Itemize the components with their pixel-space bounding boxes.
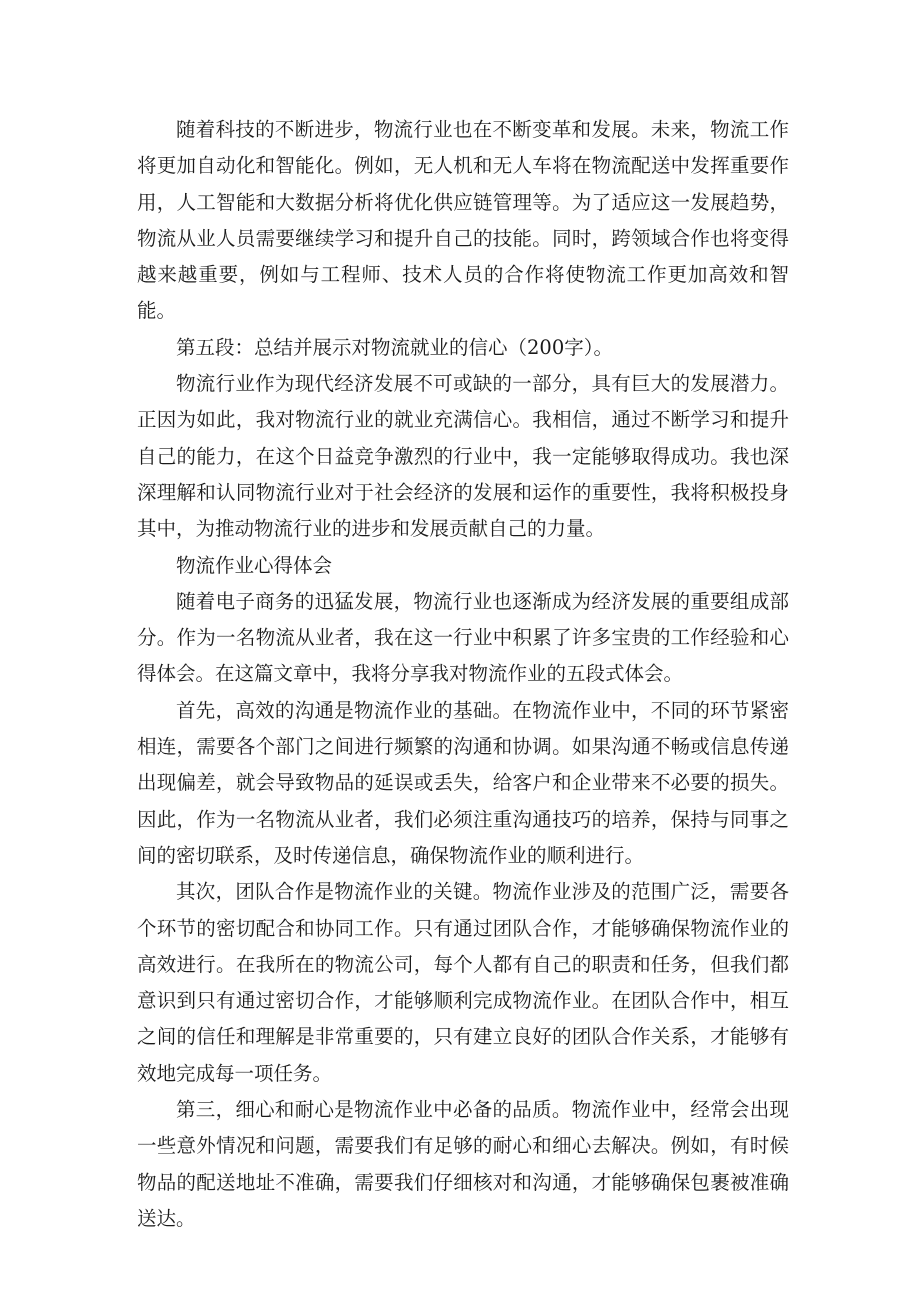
- article-title: 物流作业心得体会: [176, 553, 333, 577]
- document-body: [137, 112, 789, 1237]
- paragraph-introduction: 随着电子商务的迅猛发展，物流行业也逐渐成为经济发展的重要组成部分。作为一名物流从业者，我在这一行业中积累了许多宝贵的工作经验和心得体会。在这篇文章中，我将分享我对物流作业的五段式体会。: [137, 589, 789, 686]
- paragraph-confidence: 物流行业作为现代经济发展不可或缺的一部分，具有巨大的发展潜力。正因为如此，我对物流行业的就业充满信心。我相信，通过不断学习和提升自己的能力，在这个日益竞争激烈的行业中，我一定能够取得成功。我也深深理解和认同物流行业对于社会经济的发展和运作的重要性，我将积极投身其中，为推动物流行业的进步和发展贡献自己的力量。: [137, 372, 789, 541]
- paragraph-communication: 首先，高效的沟通是物流作业的基础。在物流作业中，不同的环节紧密相连，需要各个部门之间进行频繁的沟通和协调。如果沟通不畅或信息传递出现偏差，就会导致物品的延误或丢失，给客户和企业带来不必要的损失。因此，作为一名物流从业者，我们必须注重沟通技巧的培养，保持与同事之间的密切联系，及时传递信息，确保物流作业的顺利进行。: [137, 698, 789, 867]
- paragraph-section-five-heading: 第五段：总结并展示对物流就业的信心（200字）。: [176, 335, 613, 359]
- paragraph-future-trends: 随着科技的不断进步，物流行业也在不断变革和发展。未来，物流工作将更加自动化和智能化。例如，无人机和无人车将在物流配送中发挥重要作用，人工智能和大数据分析将优化供应链管理等。为了适应这一发展趋势，物流从业人员需要继续学习和提升自己的技能。同时，跨领域合作也将变得越来越重要，例如与工程师、技术人员的合作将使物流工作更加高效和智能。: [137, 118, 789, 323]
- paragraph-patience: 第三，细心和耐心是物流作业中必备的品质。物流作业中，经常会出现一些意外情况和问题，需要我们有足够的耐心和细心去解决。例如，有时候物品的配送地址不准确，需要我们仔细核对和沟通，才能够确保包裹被准确送达。: [137, 1098, 789, 1230]
- paragraph-teamwork: 其次，团队合作是物流作业的关键。物流作业涉及的范围广泛，需要各个环节的密切配合和协同工作。只有通过团队合作，才能够确保物流作业的高效进行。在我所在的物流公司，每个人都有自己的职责和任务，但我们都意识到只有通过密切合作，才能够顺利完成物流作业。在团队合作中，相互之间的信任和理解是非常重要的，只有建立良好的团队合作关系，才能够有效地完成每一项任务。: [137, 880, 789, 1085]
